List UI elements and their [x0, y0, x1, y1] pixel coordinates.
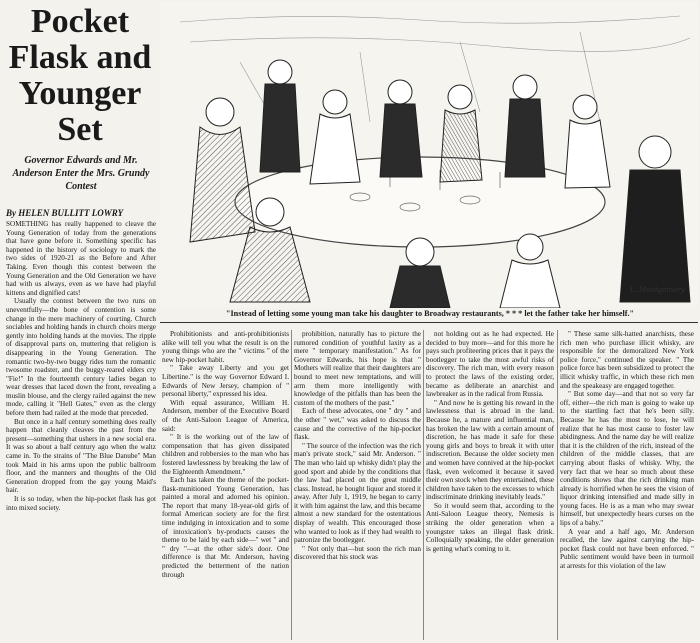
- column-divider: [291, 330, 292, 640]
- column-divider: [557, 330, 558, 640]
- illustration-signature: L. Montgomery: [630, 286, 685, 294]
- headline-line: Set: [57, 111, 103, 148]
- paragraph: Usually the contest between the two runs on uneventfully—the bone of contention is some change in the mere machinery of courting. Church sociables and holding hands in church choirs merge gently into holding hands at the movies. The ripple of disapproval parts on, muttering that religion is disappearing in the Young Generation. The romantic two-by-two buggy rides turn the romantic twosome roadster, and the buggy-reared elders cry "Fie!" In the fourteenth century ladies began to wear dresses that laced down the front, revealing a muslin blouse, and the clergy railed against the new mode, calling it "Hell Gates," even as the clergy before them had railed at the mode that preceded.: [6, 297, 156, 418]
- paragraph: " Take away Liberty and you get Libertine." is the way Governor Edward I. Edwards of New Jersey, champion of " personal liberty," expressed his idea.: [162, 364, 289, 399]
- paragraph: But once in a half century something does really happen that cleanly cleaves the past from the present—something that ushers in a new social era. It was so about a half century ago when the waltz came in. To the strains of "The Blue Danube" Man took Maid in his arms upon the public ballroom floor, and the manners and thoughts of the Old Generation dropped from the gay young Maid's hair.: [6, 417, 156, 495]
- article-column-1: [6, 220, 156, 640]
- article-column-3: [294, 330, 421, 642]
- headline: [6, 4, 154, 148]
- paragraph: SOMETHING has really happened to cleave the Young Generation of today from the generations that have gone before it. Something specific has happened in the history of sociology to mark the two sides of 1920-21 as the Before and After Taking. Even though this contest between the Young Generation and the Old Generation we have had with us always, even as we have had playful kittens and dignified cats!: [6, 220, 156, 297]
- article-column-5: [560, 330, 694, 642]
- article-column-2: [162, 330, 289, 642]
- headline-line: Pocket: [30, 3, 130, 40]
- paragraph: " Not only that—but soon the rich man discovered that his stock was: [294, 544, 421, 562]
- byline: By HELEN BULLITT LOWRY: [6, 208, 124, 218]
- paragraph: Each has taken the theme of the pocket-flask-munitioned Young Generation, has painted a moral and adorned his opinion. The report that many 18-year-old girls of formal American society are for the first time indulging in intoxication and to some of intoxication's by-products causes the theme to be laid by each side—" wet " and " dry "—at the other side's door. One difference is that Mr. Anderson, having predicted the betterment of the nation through: [162, 476, 289, 579]
- headline-line: Younger: [18, 75, 142, 112]
- paragraph: " But some day—and that not so very far off, either—the rich man is going to wake up to the startling fact that he's been silly. Because he has the most to lose, he will realize that he has most cause to foster law abidingness. And the name day he will realize that it is the children of the rich, instead of the children of the middle classes, that are carrying about flasks of whisky. Why, the very fact that we hear so much about these conditions shows that the rich drinking man already is horrified when he sees the vision of liquor drinking intensified and made silly in young faces. He is as a man who may swear himself, but unexpectedly hears curses on the lips of a baby.": [560, 390, 694, 528]
- article-column-4: [426, 330, 554, 642]
- divider: [160, 322, 698, 323]
- paragraph: prohibition, naturally has to picture the rumored condition of youthful laxity as a mere " temporary manifestation." As for Governor Edwards, his hope is that " Mothers will realize that their daughters are bound to meet new temptations, and will arm them more intelligently with knowledge of the pitfalls than has been the custom of the mothers of the past.": [294, 330, 421, 407]
- subheadline: Governor Edwards and Mr. Anderson Enter the Mrs. Grundy Contest: [12, 155, 150, 192]
- paragraph: A year and a half ago, Mr. Anderson recalled, the law against carrying the hip-pocket flask could not have been enforced. " Public sentiment would have been in turmoil at arrests for this violation of the law: [560, 527, 694, 571]
- paragraph: Each of these advocates, one " dry " and the other " wet," was asked to discuss the cause and the corrective of the hip-pocket flask.: [294, 407, 421, 442]
- paragraph: " And now he is getting his reward in the lawlessness that is abroad in the land. Because he, a mature and influential man, has broken the law with a certain amount of discretion, he has made it safe for these young girls and boys to break it with utter indiscretion. Because the older society men and women have connived at the hip-pocket flask, even welcomed it because it saved their own stock when they entertained, these children have taken to the excesses to which indiscriminate drinking inevitably leads.": [426, 398, 554, 502]
- paragraph: not holding out as he had expected. He decided to buy more—and for this more he pays such profiteering prices that it pays the bootlegger to take the most awful risks of discovery. The rich man, with every reason to protect the laws of the existing order, became as deliberate an anarchist and lawbreaker as in the radical from Russia.: [426, 330, 554, 399]
- paragraph: " These same silk-hatted anarchists, these rich men who purchase illicit whisky, are responsible for the demoralized New York police force," continued the speaker. " The police force has been subsidized to protect the illicit whisky traffic, in which these rich men and the speakeasy are engaged together.: [560, 330, 694, 390]
- paragraph: Prohibitionists and anti-prohibitionists alike will tell you what the result is on the young things who are the " victims " of the new hip-pocket habit.: [162, 330, 289, 364]
- illustration-caption: "Instead of letting some young man take his daughter to Broadway restaurants, * * * let the father take her himself.": [225, 309, 635, 318]
- dinner-party-illustration: [160, 2, 698, 308]
- paragraph: With equal assurance, William H. Anderson, member of the Executive Board of the Anti-Saloon League of America, said:: [162, 398, 289, 433]
- paragraph: It is so today, when the hip-pocket flask has got into mixed society.: [6, 495, 156, 512]
- paragraph: " The source of the infection was the rich man's private stock," said Mr. Anderson. " The man who laid up whisky didn't play the good sport and abide by the conditions that the law had placed on the great middle class. Instead, he bought liquor and stored it away. After July 1, 1919, he began to carry it with him against the law, and this became almost a new standard for the ostentatious display of wealth. This encouraged those who wanted to look as if they had wealth to patronize the bootlegger.: [294, 441, 421, 545]
- paragraph: So it would seem that, according to the Anti-Saloon League theory, Nemesis is striking the older generation when a youngster takes an illegal flask drink. Colloquially speaking, the older generation is getting what's coming to it.: [426, 501, 554, 553]
- paragraph: " It is the working out of the law of compensation that has given dissipated children and robbersies to the man who has fostered lawlessness by breaking the law of the Eighteenth Amendment.": [162, 433, 289, 476]
- illustration-drawing: [160, 2, 698, 308]
- column-divider: [423, 330, 424, 640]
- headline-line: Flask and: [8, 39, 152, 76]
